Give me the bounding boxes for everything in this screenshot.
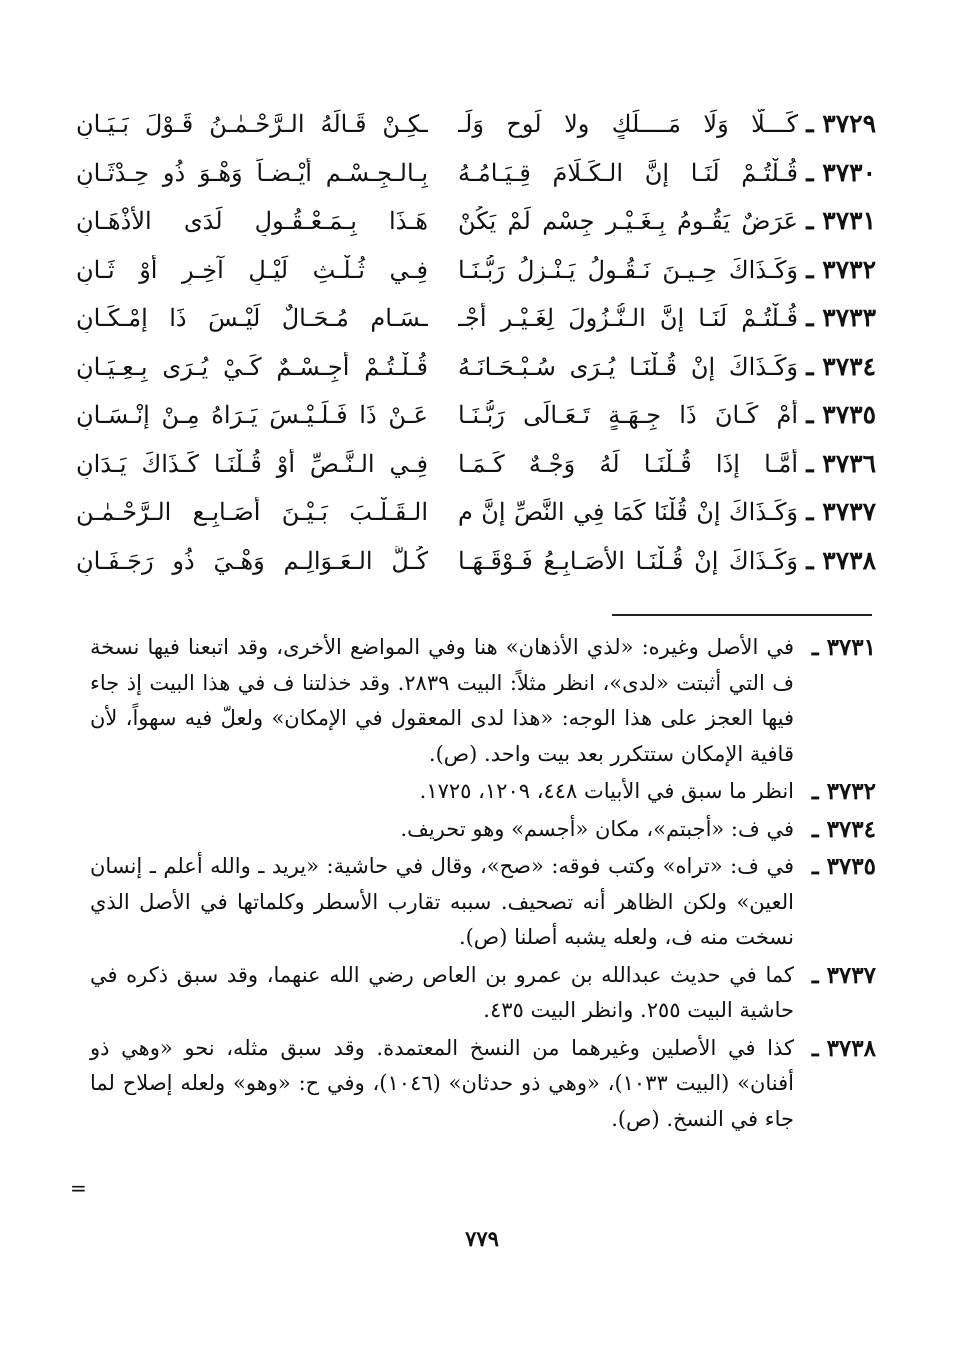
footnote-text: في ف: «تراه» وكتب فوقه: «صح»، وقال في حاشية: «يريد ـ والله أعلم ـ إنسان العين» ولكن الظاهر أنه تصحيف. سببه تقارب الأسطر وكلماتها في الأصل الذي نسخت منه ف، ولعله يشبه أصلنا (ص). xyxy=(90,854,794,949)
verse-first-hemistich: وَكَـذَاكَ حِـيـنَ نَـقُـولُ يَـنْـزِلُ رَبُّـنَـا xyxy=(458,255,798,284)
verse-first-hemistich: عَرَضٌ يَقُـومُ بِـغَـيْـرِ جِسْمٍ لَمْ يَكُنْ xyxy=(458,207,798,235)
footnote-number: ٣٧٣٨ ـ xyxy=(811,1034,876,1062)
verse-first-hemistich: وَكَـذَاكَ إِنْ قُـلْنَـا الأَصَـابِـعُ فَـوْقَـهَـا xyxy=(458,546,798,575)
verse-line xyxy=(76,443,876,492)
verse-number: ٣٧٣٥ ـ xyxy=(806,400,876,429)
verse-line xyxy=(76,152,876,201)
footnote-number: ٣٧٣٤ ـ xyxy=(811,815,876,843)
verse-line xyxy=(76,346,876,395)
footnotes xyxy=(90,630,876,1139)
footnote-text: كذا في الأصلين وغيرهما من النسخ المعتمدة. وقد سبق مثله، نحو «وهي ذو أفنان» (البيت ١٠٣٣)، «وهي ذو حدثان» (١٠٤٦)، وفي ح: «وهو» ولعله إصلاح لما جاء في النسخ. (ص). xyxy=(90,1035,794,1131)
verse-first-hemistich: قُـلْتُـمْ لَنَـا إِنَّ الـكَـلَامَ قِـيَـامُـهُ xyxy=(458,158,798,187)
verse-line xyxy=(76,394,876,443)
footnote xyxy=(90,849,876,956)
footnote xyxy=(90,958,876,1029)
verse-line xyxy=(76,103,876,152)
verse-number: ٣٧٢٩ ـ xyxy=(806,109,876,138)
verse-number: ٣٧٣٠ ـ xyxy=(806,157,876,187)
verse-number: ٣٧٣١ ـ xyxy=(806,206,876,235)
verse-first-hemistich: أَمْ كَـانَ ذَا جِـهَـةٍ تَـعَـالَى رَبُّـنَـا xyxy=(458,401,798,429)
footnote-number: ٣٧٣١ ـ xyxy=(811,634,876,661)
footnote xyxy=(90,630,876,772)
footnote-text: كما في حديث عبدالله بن عمرو بن العاص رضي الله عنهما، وقد سبق ذكره في حاشية البيت ٢٥٥. وانظر البيت ٤٣٥. xyxy=(90,962,794,1022)
verse-number: ٣٧٣٤ ـ xyxy=(806,351,876,381)
verse-number: ٣٧٣٧ ـ xyxy=(806,497,876,526)
verse-second-hemistich: ـسَـامٍ مُـحَـالٌ لَيْـسَ ذَا إِمْـكَـانِ xyxy=(76,304,428,332)
verse-first-hemistich: وَكَـذَاكَ إِنْ قُلْنَا كَمَا فِي النَّصِّ إِنَّ م xyxy=(458,498,798,526)
footnote-text: في ف: «أجبتم»، مكان «أجسم» وهو تحريف. xyxy=(400,816,794,841)
footnote xyxy=(90,774,876,810)
verse-second-hemistich: الـقَـلْـبَ بَـيْـنَ أَصَـابِـعِ الـرَّحْـمٰـنِ xyxy=(76,498,428,526)
footnote-separator xyxy=(612,614,872,616)
footnote-text: في الأصل وغيره: «لذي الأذهان» هنا وفي المواضع الأخرى، وقد اتبعنا فيها نسخة ف التي أثبتت «لدى»، انظر مثلاً: البيت ٢٨٣٩. وقد خذلتنا ف في هذا البيت إذ جاء فيها العجز على هذا الوجه: «هذا لدى المعقول في الإمكان» ولعلّ فيه سهواً، لأن قافية الإمكان ستتكرر بعد بيت واحد. (ص). xyxy=(90,635,795,766)
verse-number: ٣٧٣٦ ـ xyxy=(806,448,876,478)
verse-second-hemistich: قُـلْـتُـمْ أَجِـسْـمٌ كَـيْ يُـرَى بِـعِـيَـانِ xyxy=(76,352,428,381)
footnote-number: ٣٧٣٢ ـ xyxy=(811,778,876,805)
footnote-text: انظر ما سبق في الأبيات ٤٤٨، ١٢٠٩، ١٧٢٥. xyxy=(419,779,794,803)
verse-second-hemistich: عَـنْ ذَا فَـلَـيْـسَ يَـرَاهُ مِـنْ إِنْـسَـانِ xyxy=(76,401,428,429)
poem-verses xyxy=(76,103,876,588)
continuation-mark: = xyxy=(70,1176,87,1200)
verse-number: ٣٧٣٢ ـ xyxy=(806,254,876,284)
verse-first-hemistich: كَـــلَّا وَلَا مَــــلَكٍ ولا لَوحٍ وَلَـ xyxy=(458,110,798,138)
verse-line xyxy=(76,540,876,589)
verse-line xyxy=(76,491,876,540)
page-number: ٧٧٩ xyxy=(465,1226,499,1251)
verse-number: ٣٧٣٨ ـ xyxy=(806,545,876,575)
verse-number: ٣٧٣٣ ـ xyxy=(806,303,876,332)
verse-second-hemistich: فِـي ثُـلْـثِ لَيْـلٍ آخِـرٍ أَوْ ثَـانِ xyxy=(76,255,428,284)
footnote-number: ٣٧٣٥ ـ xyxy=(811,853,876,880)
verse-line xyxy=(76,297,876,346)
footnote xyxy=(90,1031,876,1138)
verse-second-hemistich: بِـالـجِـسْـمِ أَيْـضـاً وَهْـوَ ذُو حِـدْثَـانِ xyxy=(76,158,428,187)
verse-first-hemistich: وَكَـذَاكَ إِنْ قُـلْنَـا يُـرَى سُـبْـحَـانَـهُ xyxy=(458,352,798,381)
verse-second-hemistich: كُـلُّ الـعَـوَالِـمِ وَهْـيَ ذُو رَجَـفَـانِ xyxy=(76,546,428,575)
verse-first-hemistich: قُـلْتُـمْ لَنَـا إِنَّ الـنُّـزُولَ لِغَـيْـرِ أَجْـ xyxy=(458,304,798,332)
footnote xyxy=(90,812,876,848)
verse-first-hemistich: أَمَّـا إِذَا قُـلْنَـا لَهُ وَجْـهٌ كَـمَـا xyxy=(458,449,798,478)
verse-second-hemistich: فِـي الـنَّـصِّ أَوْ قُـلْنَـا كَـذَاكَ يَـدَانِ xyxy=(76,449,428,478)
verse-line xyxy=(76,249,876,298)
verse-line xyxy=(76,200,876,249)
verse-second-hemistich: ـكِـنْ قَـالَهُ الـرَّحْـمٰـنُ قَـوْلَ بَـيَـانِ xyxy=(76,110,428,138)
verse-second-hemistich: هَـذَا بِـمَـعْـقُـولٍ لَدَى الأَذْهَـانِ xyxy=(76,207,428,235)
footnote-number: ٣٧٣٧ ـ xyxy=(811,961,876,989)
